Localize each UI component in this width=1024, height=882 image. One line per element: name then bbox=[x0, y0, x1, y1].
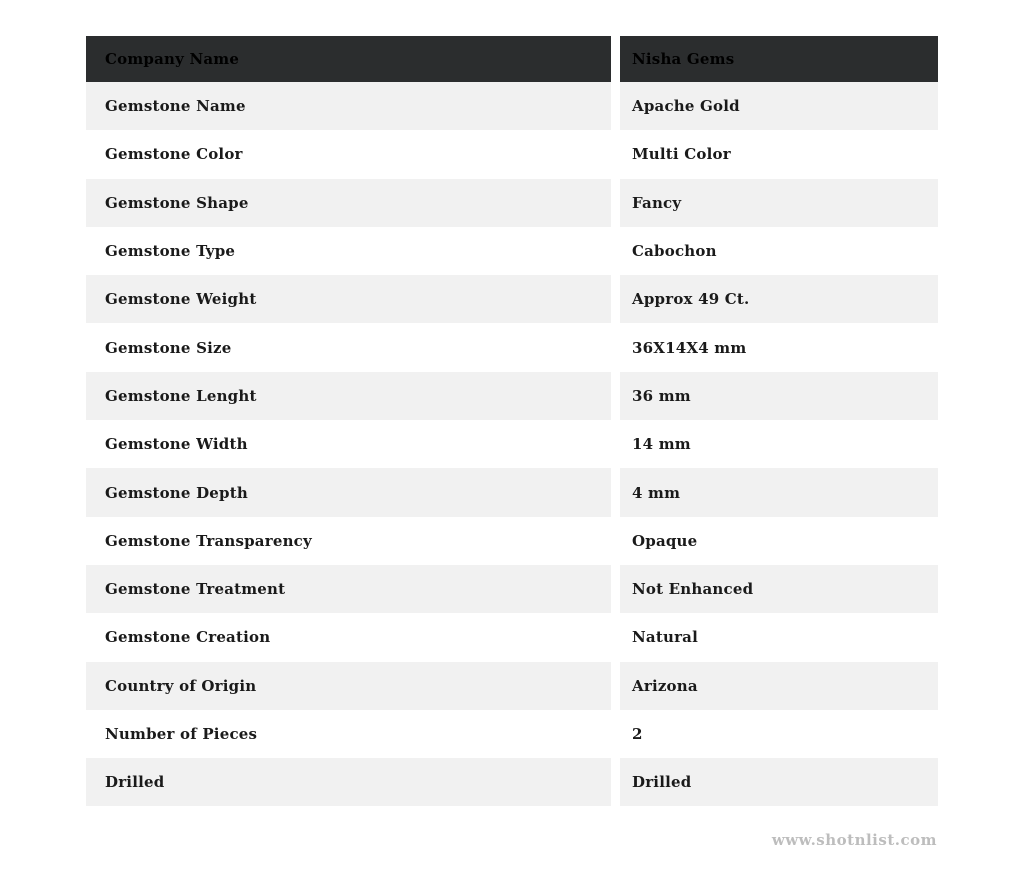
spec-value: 36 mm bbox=[620, 372, 938, 420]
spec-value: 36X14X4 mm bbox=[620, 323, 938, 371]
table-row bbox=[86, 613, 938, 661]
header-company-name: Company Name bbox=[86, 36, 611, 82]
spec-label: Country of Origin bbox=[86, 662, 611, 710]
table-row bbox=[86, 179, 938, 227]
table-row bbox=[86, 710, 938, 758]
table-row bbox=[86, 420, 938, 468]
spec-label: Gemstone Treatment bbox=[86, 565, 611, 613]
spec-value: Apache Gold bbox=[620, 82, 938, 130]
spec-value: Fancy bbox=[620, 179, 938, 227]
table-row bbox=[86, 662, 938, 710]
spec-value: Multi Color bbox=[620, 130, 938, 178]
gemstone-spec-table bbox=[86, 36, 938, 806]
table-row bbox=[86, 227, 938, 275]
spec-value: Not Enhanced bbox=[620, 565, 938, 613]
spec-label: Gemstone Size bbox=[86, 323, 611, 371]
spec-value: 4 mm bbox=[620, 468, 938, 516]
spec-label: Gemstone Creation bbox=[86, 613, 611, 661]
spec-label: Gemstone Shape bbox=[86, 179, 611, 227]
header-company-value: Nisha Gems bbox=[620, 36, 938, 82]
table-row bbox=[86, 275, 938, 323]
spec-label: Gemstone Name bbox=[86, 82, 611, 130]
spec-value: 2 bbox=[620, 710, 938, 758]
table-body bbox=[86, 82, 938, 806]
spec-value: 14 mm bbox=[620, 420, 938, 468]
spec-value: Arizona bbox=[620, 662, 938, 710]
spec-label: Gemstone Type bbox=[86, 227, 611, 275]
table-header-row bbox=[86, 36, 938, 82]
spec-value: Natural bbox=[620, 613, 938, 661]
table-row bbox=[86, 130, 938, 178]
spec-value: Opaque bbox=[620, 517, 938, 565]
watermark-text: www.shotnlist.com bbox=[771, 831, 937, 849]
table-row bbox=[86, 323, 938, 371]
spec-label: Gemstone Width bbox=[86, 420, 611, 468]
spec-label: Gemstone Lenght bbox=[86, 372, 611, 420]
spec-label: Gemstone Color bbox=[86, 130, 611, 178]
spec-value: Approx 49 Ct. bbox=[620, 275, 938, 323]
table-row bbox=[86, 372, 938, 420]
table-row bbox=[86, 82, 938, 130]
table-row bbox=[86, 758, 938, 806]
table-row bbox=[86, 565, 938, 613]
spec-value: Drilled bbox=[620, 758, 938, 806]
spec-label: Gemstone Transparency bbox=[86, 517, 611, 565]
spec-label: Drilled bbox=[86, 758, 611, 806]
table-row bbox=[86, 517, 938, 565]
spec-label: Number of Pieces bbox=[86, 710, 611, 758]
table-row bbox=[86, 468, 938, 516]
spec-value: Cabochon bbox=[620, 227, 938, 275]
spec-label: Gemstone Depth bbox=[86, 468, 611, 516]
spec-label: Gemstone Weight bbox=[86, 275, 611, 323]
